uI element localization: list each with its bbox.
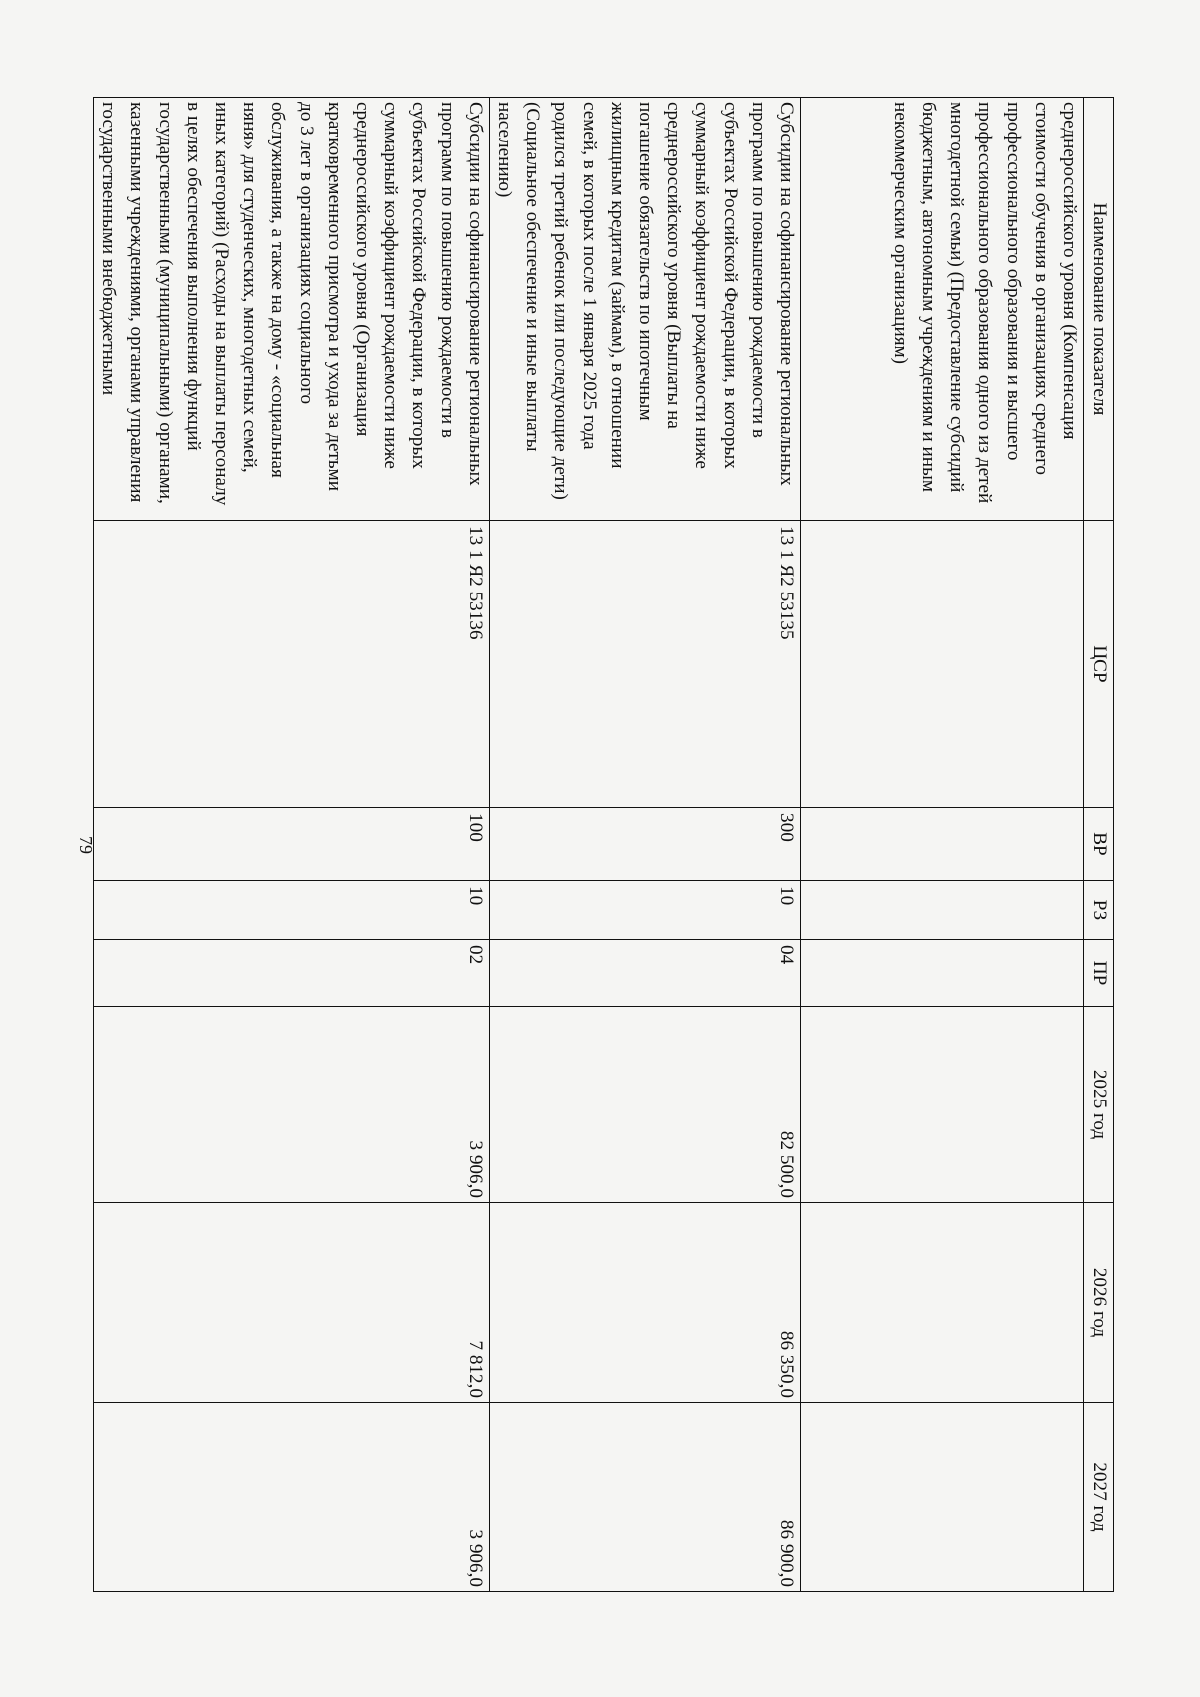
row-2025: 3 906,0 xyxy=(93,1007,489,1203)
row-pr: 02 xyxy=(93,940,489,1007)
row-csr: 13 1 Я2 53135 xyxy=(489,521,800,808)
header-name: Наименование показателя xyxy=(1084,98,1114,521)
header-2027: 2027 год xyxy=(1084,1403,1114,1592)
row-2026: 86 350,0 xyxy=(489,1203,800,1403)
header-pr: ПР xyxy=(1084,940,1114,1007)
row-vr xyxy=(801,808,1084,881)
row-pr xyxy=(801,940,1084,1007)
table-row xyxy=(93,98,489,1592)
row-2025: 82 500,0 xyxy=(489,1007,800,1203)
header-vr: ВР xyxy=(1084,808,1114,881)
row-2025 xyxy=(801,1007,1084,1203)
row-2026 xyxy=(801,1203,1084,1403)
row-rz: 10 xyxy=(93,881,489,940)
header-csr: ЦСР xyxy=(1084,521,1114,808)
header-2026: 2026 год xyxy=(1084,1203,1114,1403)
row-name: Субсидии на софинансирование региональных программ по повышению рождаемости в субъектах Российской Федерации, в которых суммарный коэффициент рождаемости ниже среднероссийского уровня (Выплаты на погашение обязательств по ипотечным жилищным кредитам (займам), в отношении семей, в которых после 1 января 2025 года родился третий ребенок или последующие дети) (Социальное обеспечение и иные выплаты населению) xyxy=(489,98,800,521)
row-name: Субсидии на софинансирование региональных программ по повышению рождаемости в субъектах Российской Федерации, в которых суммарный коэффициент рождаемости ниже среднероссийского уровня (Организация кратковременного присмотра и ухода за детьми до 3 лет в организациях социального обслуживания, а также на дому - «социальная няня» для студенческих, многодетных семей, иных категорий) (Расходы на выплаты персоналу в целях обеспечения выполнения функций государственными (муниципальными) органами, казенными учреждениями, органами управления государственными внебюджетными xyxy=(93,98,489,521)
row-2027: 86 900,0 xyxy=(489,1403,800,1592)
row-rz: 10 xyxy=(489,881,800,940)
row-csr xyxy=(801,521,1084,808)
row-name: среднероссийского уровня (Компенсация стоимости обучения в организациях среднего профессионального образования и высшего профессионального образования одного из детей многодетной семьи) (Предоставление субсидий бюджетным, автономным учреждениям и иным некоммерческим организациям) xyxy=(801,98,1084,521)
budget-table xyxy=(93,97,1114,1592)
page-number: 79 xyxy=(76,836,96,854)
row-vr: 300 xyxy=(489,808,800,881)
table-row xyxy=(489,98,800,1592)
table-row xyxy=(801,98,1084,1592)
row-2026: 7 812,0 xyxy=(93,1203,489,1403)
row-2027 xyxy=(801,1403,1084,1592)
row-vr: 100 xyxy=(93,808,489,881)
header-rz: РЗ xyxy=(1084,881,1114,940)
table-header-row xyxy=(1084,98,1114,1592)
row-pr: 04 xyxy=(489,940,800,1007)
row-csr: 13 1 Я2 53136 xyxy=(93,521,489,808)
rotated-page-content xyxy=(98,97,1114,1591)
header-2025: 2025 год xyxy=(1084,1007,1114,1203)
row-rz xyxy=(801,881,1084,940)
row-2027: 3 906,0 xyxy=(93,1403,489,1592)
